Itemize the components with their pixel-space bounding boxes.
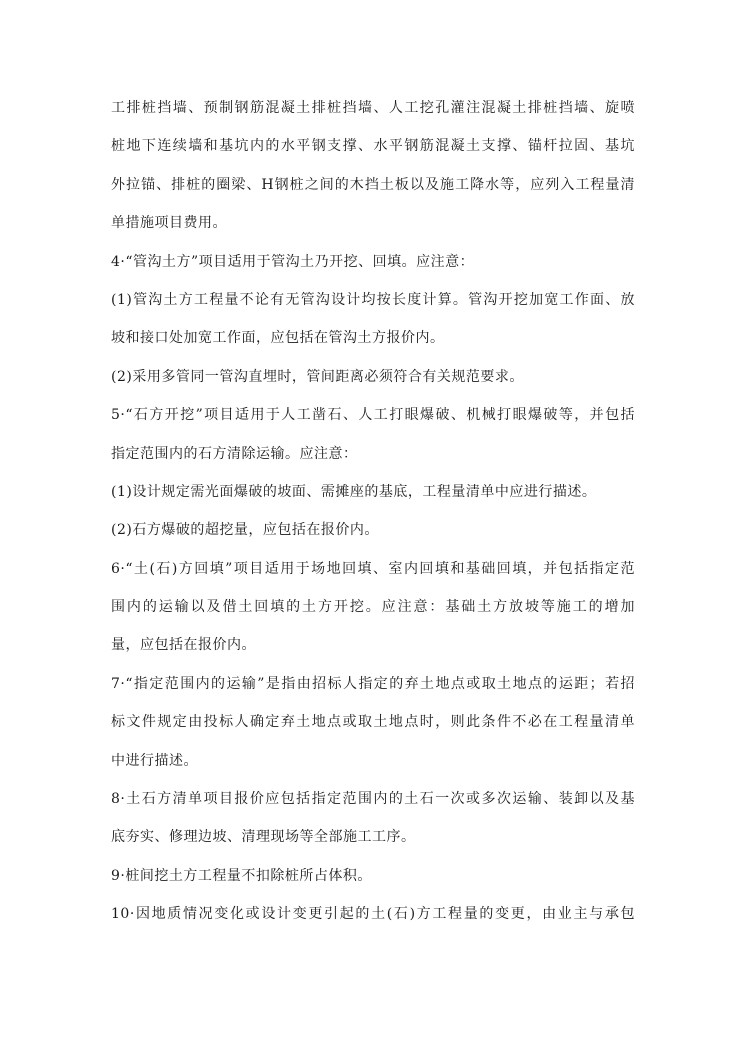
text-line: 8·土石方清单项目报价应包括指定范围内的土石一次或多次运输、装卸以及基 bbox=[111, 791, 635, 808]
text-line: 7·“指定范围内的运输”是指由招标人指定的弃土地点或取土地点的运距；若招 bbox=[111, 675, 635, 692]
text-line: 4·“管沟土方”项目适用于管沟土乃开挖、回填。应注意： bbox=[111, 253, 475, 270]
text-line: 外拉锚、排桩的圈梁、H钢桩之间的木挡土板以及施工降水等，应列入工程量清 bbox=[111, 176, 635, 193]
text-line: 中进行描述。 bbox=[111, 752, 198, 769]
text-line: 坡和接口处加宽工作面，应包括在管沟土方报价内。 bbox=[111, 330, 445, 347]
text-line: 量，应包括在报价内。 bbox=[111, 637, 256, 654]
text-line: 围内的运输以及借土回填的土方开挖。应注意：基础土方放坡等施工的增加 bbox=[111, 599, 635, 616]
text-line: 桩地下连续墙和基坑内的水平钢支撑、水平钢筋混凝土支撑、锚杆拉固、基坑 bbox=[111, 138, 635, 155]
text-line: 底夯实、修理边坡、清理现场等全部施工工序。 bbox=[111, 829, 416, 846]
text-line: 工排桩挡墙、预制钢筋混凝土排桩挡墙、人工挖孔灌注混凝土排桩挡墙、旋喷 bbox=[111, 100, 635, 116]
text-line: 5·“石方开挖”项目适用于人工凿石、人工打眼爆破、机械打眼爆破等，并包括 bbox=[111, 407, 635, 424]
text-line: (1)管沟土方工程量不论有无管沟设计均按长度计算。管沟开挖加宽工作面、放 bbox=[111, 291, 635, 308]
document-body bbox=[111, 96, 635, 941]
text-line: 标文件规定由投标人确定弃土地点或取土地点时，则此条件不必在工程量清单 bbox=[111, 714, 635, 731]
text-line: (2)石方爆破的超挖量，应包括在报价内。 bbox=[111, 522, 379, 539]
text-line: 9·桩间挖土方工程量不扣除桩所占体积。 bbox=[111, 867, 372, 884]
text-line: (2)采用多管同一管沟直埋时，管间距离必须符合有关规范要求。 bbox=[111, 368, 524, 385]
text-line: 单措施项目费用。 bbox=[111, 215, 227, 232]
text-line: 指定范围内的石方清除运输。应注意： bbox=[111, 445, 358, 462]
text-line: 6·“土(石)方回填”项目适用于场地回填、室内回填和基础回填，并包括指定范 bbox=[111, 560, 635, 577]
text-line: (1)设计规定需光面爆破的坡面、需摊座的基底，工程量清单中应进行描述。 bbox=[111, 483, 597, 500]
text-line: 10·因地质情况变化或设计变更引起的土(石)方工程量的变更，由业主与承包 bbox=[111, 906, 635, 923]
